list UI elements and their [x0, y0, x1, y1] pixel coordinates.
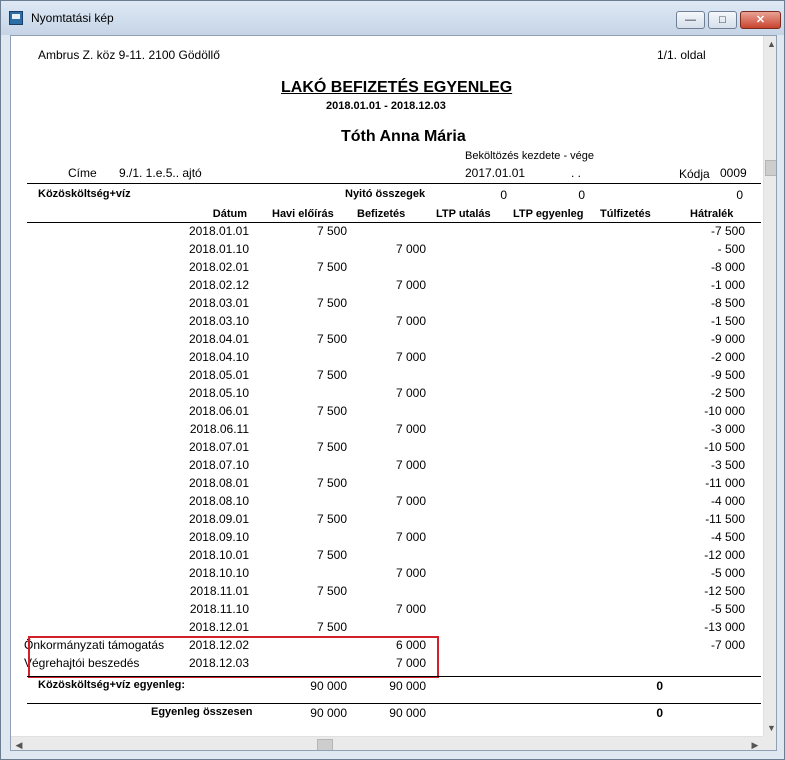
cell-date: 2018.11.10 — [189, 602, 249, 616]
address-value: 9./1. 1.e.5.. ajtó — [119, 166, 202, 180]
cell-monthly: 7 500 — [316, 548, 347, 562]
code-value: 0009 — [720, 166, 747, 180]
col-ltp-balance: LTP egyenleg — [513, 208, 584, 220]
highlight-box — [28, 636, 439, 678]
cell-date: 2018.07.01 — [188, 440, 249, 454]
scroll-up-icon[interactable]: ▲ — [767, 39, 776, 49]
preview-area — [10, 35, 777, 751]
cell-remaining: -1 000 — [710, 278, 745, 292]
grand-total-overpay: 0 — [656, 706, 663, 720]
cell-remaining: -7 000 — [710, 638, 745, 652]
section-total-monthly: 90 000 — [310, 679, 347, 693]
divider — [27, 183, 761, 184]
cell-remaining: -5 000 — [710, 566, 745, 580]
cell-monthly: 7 500 — [316, 260, 347, 274]
cell-remaining: -8 000 — [710, 260, 745, 274]
vertical-scroll-thumb[interactable] — [765, 160, 777, 176]
cell-payment: 7 000 — [395, 566, 426, 580]
cell-date: 2018.01.01 — [188, 224, 249, 238]
table-row — [11, 530, 761, 548]
move-in-label: Beköltözés kezdete - vége — [465, 150, 595, 162]
cell-payment: 7 000 — [395, 602, 426, 616]
cell-remaining: -3 500 — [710, 458, 745, 472]
cell-payment: 7 000 — [395, 242, 426, 256]
table-row — [11, 332, 761, 350]
cell-date: 2018.10.01 — [188, 548, 249, 562]
cell-date: 2018.03.01 — [188, 296, 249, 310]
table-row — [11, 548, 761, 566]
cell-date: 2018.12.03 — [188, 656, 249, 670]
vertical-scrollbar[interactable] — [763, 36, 777, 736]
cell-monthly: 7 500 — [316, 476, 347, 490]
cell-date: 2018.11.01 — [189, 584, 249, 598]
cell-monthly: 7 500 — [316, 224, 347, 238]
cell-monthly: 7 500 — [316, 512, 347, 526]
cell-payment: 6 000 — [395, 638, 426, 652]
cell-payment: 7 000 — [395, 458, 426, 472]
cell-remaining: -3 000 — [710, 422, 745, 436]
code-label: Kódja — [679, 167, 710, 181]
cell-monthly: 7 500 — [316, 404, 347, 418]
divider — [27, 222, 761, 223]
table-row — [11, 260, 761, 278]
col-date: Dátum — [212, 208, 247, 220]
cell-payment: 7 000 — [395, 314, 426, 328]
move-out-value: . . — [571, 166, 582, 180]
cell-monthly: 7 500 — [316, 368, 347, 382]
cell-remaining: -7 500 — [710, 224, 745, 238]
app-icon — [9, 11, 23, 25]
cell-remaining: -13 000 — [704, 620, 745, 634]
col-monthly: Havi előírás — [272, 208, 334, 220]
cell-label: Önkormányzati támogatás — [24, 638, 165, 652]
cell-remaining: -1 500 — [710, 314, 745, 328]
cell-payment: 7 000 — [395, 530, 426, 544]
opening-value-3: 0 — [736, 188, 743, 202]
table-row — [11, 314, 761, 332]
table-row — [11, 494, 761, 512]
scroll-left-icon[interactable]: ◀ — [15, 740, 23, 750]
horizontal-scroll-thumb[interactable] — [317, 739, 333, 751]
table-row — [11, 476, 761, 494]
opening-label: Nyitó összegek — [345, 188, 426, 200]
section-total-payment: 90 000 — [389, 679, 426, 693]
table-row — [11, 386, 761, 404]
cell-remaining: -9 000 — [710, 332, 745, 346]
house-address: Ambrus Z. köz 9-11. 2100 Gödöllő — [38, 48, 220, 62]
cell-remaining: -12 500 — [704, 584, 745, 598]
cell-remaining: -12 000 — [704, 548, 745, 562]
cell-monthly: 7 500 — [316, 296, 347, 310]
cell-remaining: -9 500 — [710, 368, 745, 382]
cell-remaining: -11 000 — [705, 476, 745, 490]
cell-remaining: -10 000 — [704, 404, 745, 418]
cell-remaining: -4 500 — [710, 530, 745, 544]
page-info: 1/1. oldal — [657, 48, 706, 62]
cell-remaining: - 500 — [717, 242, 745, 256]
table-row — [11, 440, 761, 458]
cell-label: Végrehajtói beszedés — [24, 656, 140, 670]
cell-date: 2018.07.10 — [188, 458, 249, 472]
cell-date: 2018.06.01 — [188, 404, 249, 418]
cell-monthly: 7 500 — [316, 584, 347, 598]
grand-total-payment: 90 000 — [389, 706, 426, 720]
cell-date: 2018.05.10 — [188, 386, 249, 400]
opening-value-2: 0 — [578, 188, 585, 202]
cell-remaining: -2 000 — [710, 350, 745, 364]
cell-monthly: 7 500 — [316, 440, 347, 454]
cell-payment: 7 000 — [395, 422, 426, 436]
report-page — [11, 36, 761, 736]
divider — [27, 676, 761, 677]
cell-payment: 7 000 — [395, 386, 426, 400]
table-row — [11, 224, 761, 242]
grand-total-label: Egyenleg összesen — [151, 706, 253, 718]
table-row — [11, 584, 761, 602]
title-bar[interactable] — [1, 1, 784, 35]
section-total-label: Közösköltség+víz egyenleg: — [38, 679, 186, 691]
window-title: Nyomtatási kép — [31, 11, 114, 25]
cell-payment: 7 000 — [395, 656, 426, 670]
cell-payment: 7 000 — [395, 494, 426, 508]
maximize-button[interactable]: □ — [708, 11, 737, 29]
cell-date: 2018.03.10 — [188, 314, 249, 328]
cell-date: 2018.04.01 — [188, 332, 249, 346]
scrollbar-corner — [763, 736, 777, 751]
cell-date: 2018.06.11 — [189, 422, 249, 436]
address-label: Címe — [68, 166, 97, 180]
cell-payment: 7 000 — [395, 350, 426, 364]
cell-date: 2018.12.02 — [188, 638, 249, 652]
minimize-button[interactable]: — — [676, 11, 705, 29]
horizontal-scrollbar[interactable] — [11, 736, 763, 751]
move-in-value: 2017.01.01 — [465, 166, 526, 180]
cell-remaining: -11 500 — [705, 512, 745, 526]
report-period: 2018.01.01 - 2018.12.03 — [326, 100, 446, 112]
cell-remaining: -8 500 — [710, 296, 745, 310]
cell-date: 2018.09.10 — [188, 530, 249, 544]
scroll-right-icon[interactable]: ▶ — [751, 740, 759, 750]
cell-date: 2018.02.01 — [188, 260, 249, 274]
cell-monthly: 7 500 — [316, 620, 347, 634]
cell-monthly: 7 500 — [316, 332, 347, 346]
scroll-down-icon[interactable]: ▼ — [767, 723, 776, 733]
cell-date: 2018.02.12 — [188, 278, 249, 292]
table-row — [11, 602, 761, 620]
col-payment: Befizetés — [357, 208, 406, 220]
report-title: LAKÓ BEFIZETÉS EGYENLEG — [281, 79, 513, 96]
table-row — [11, 278, 761, 296]
table-row — [11, 422, 761, 440]
cell-date: 2018.10.10 — [188, 566, 249, 580]
table-row — [11, 350, 761, 368]
cell-date: 2018.01.10 — [188, 242, 249, 256]
opening-value-1: 0 — [500, 188, 507, 202]
cell-remaining: -2 500 — [710, 386, 745, 400]
cell-remaining: -10 500 — [704, 440, 745, 454]
cell-date: 2018.05.01 — [188, 368, 249, 382]
cell-date: 2018.12.01 — [188, 620, 249, 634]
table-row — [11, 404, 761, 422]
cell-remaining: -5 500 — [710, 602, 745, 616]
cell-payment: 7 000 — [395, 278, 426, 292]
section-total-overpay: 0 — [656, 679, 663, 693]
cell-date: 2018.09.01 — [188, 512, 249, 526]
section-name: Közösköltség+víz — [38, 188, 131, 200]
cell-date: 2018.08.01 — [188, 476, 249, 490]
grand-total-monthly: 90 000 — [310, 706, 347, 720]
cell-date: 2018.04.10 — [188, 350, 249, 364]
table-row — [11, 458, 761, 476]
table-row — [11, 512, 761, 530]
cell-remaining: -4 000 — [710, 494, 745, 508]
close-button[interactable]: ✕ — [740, 11, 781, 29]
col-ltp-transfer: LTP utalás — [436, 208, 491, 220]
table-row — [11, 368, 761, 386]
cell-date: 2018.08.10 — [188, 494, 249, 508]
col-overpay: Túlfizetés — [600, 208, 651, 220]
table-row — [11, 296, 761, 314]
resident-name: Tóth Anna Mária — [341, 128, 466, 145]
divider — [27, 703, 761, 704]
table-row — [11, 242, 761, 260]
col-remaining: Hátralék — [690, 208, 734, 220]
table-row — [11, 566, 761, 584]
